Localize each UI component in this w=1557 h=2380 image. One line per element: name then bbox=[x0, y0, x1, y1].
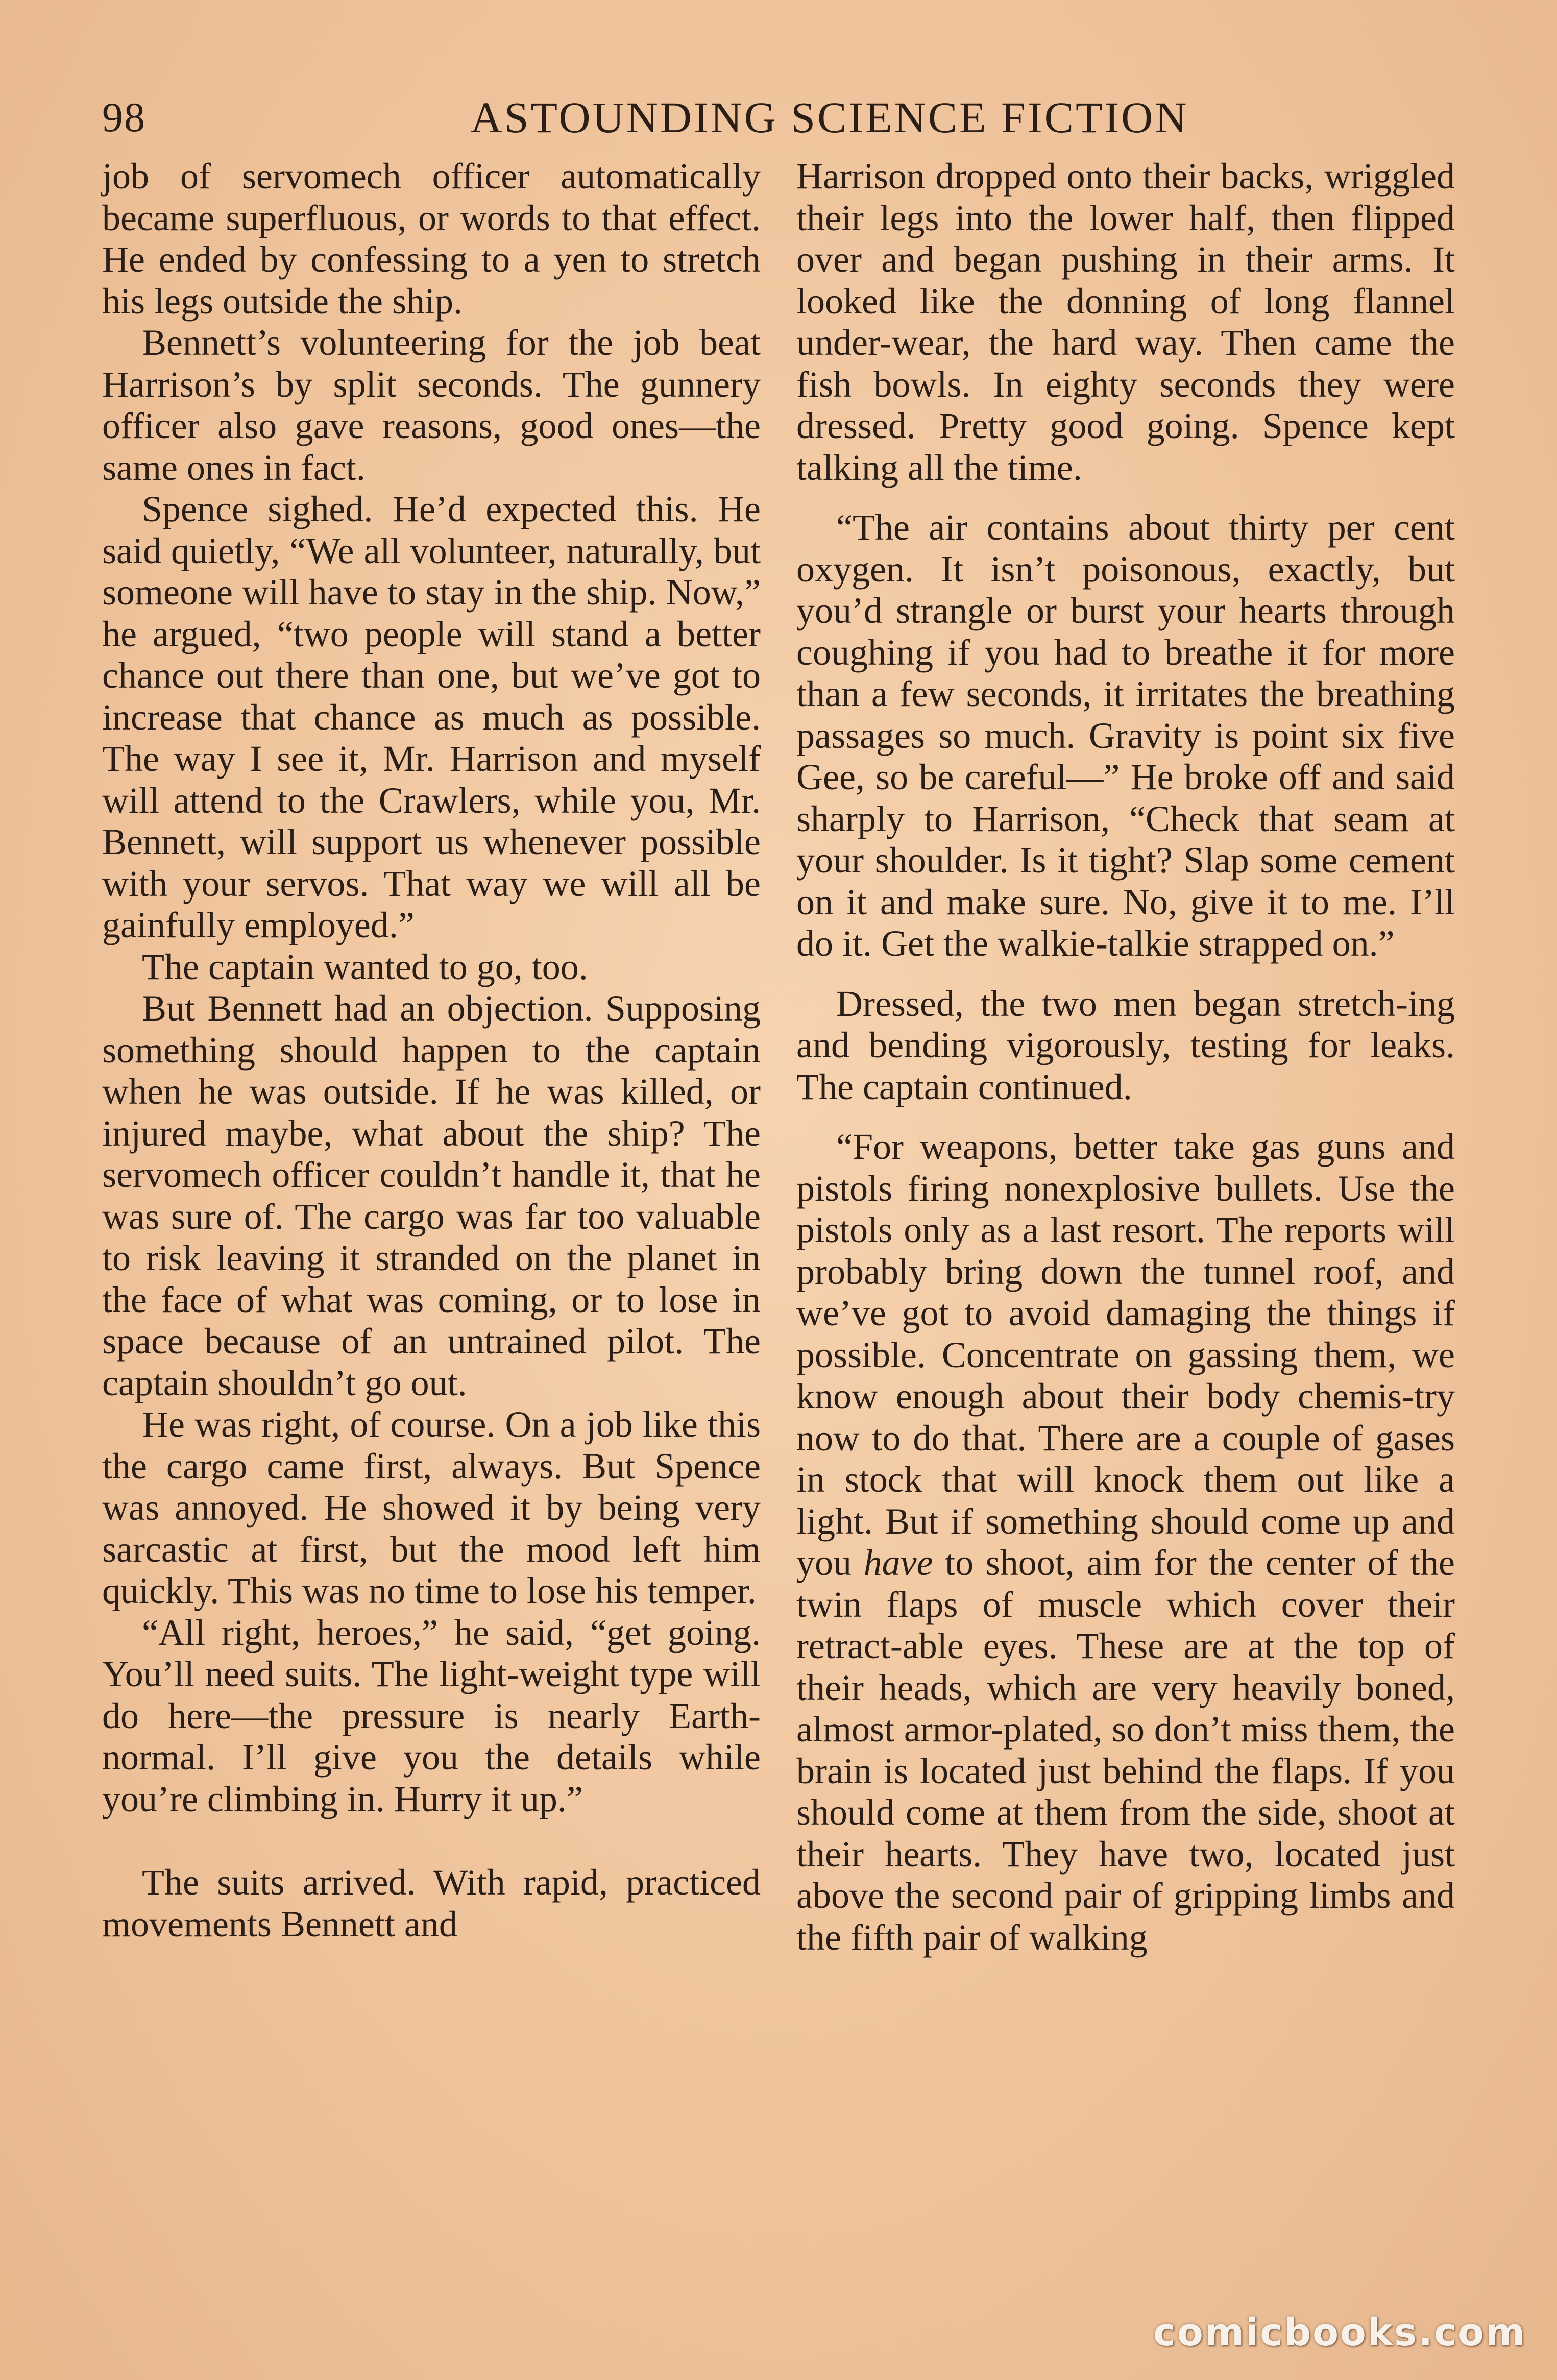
paragraph: The suits arrived. With rapid, practiced movements Bennett and bbox=[102, 1862, 761, 1945]
paragraph: Spence sighed. He’d expected this. He said quietly, “We all volunteer, naturally, but someone will have to stay in the ship. Now,” he argued, “two people will stand a better chance out there than one, but we’ve got to increase that chance as much as possible. The way I see it, Mr. Harrison and myself will attend to the Crawlers, while you, Mr. Bennett, will support us whenever possible with your servos. That way we will all be gainfully employed.” bbox=[102, 489, 761, 945]
paragraph: But Bennett had an objection. Supposing something should happen to the captain when he was outside. If he was killed, or injured maybe, what about the ship? The servomech officer couldn’t handle it, that he was sure of. The cargo was far too valuable to risk leaving it stranded on the planet in the face of what was coming, or to lose in space because of an untrained pilot. The captain shouldn’t go out. bbox=[102, 988, 761, 1403]
paragraph: “All right, heroes,” he said, “get going. You’ll need suits. The light-weight type will do here—the pressure is nearly Earth-normal. I’ll give you the details while you’re climbing in. Hurry it up.” bbox=[102, 1612, 761, 1819]
paragraph: Harrison dropped onto their backs, wriggled their legs into the lower half, then flipped over and began pushing in their arms. It looked like the donning of long flannel under-wear, the hard way. Then came the fish bowls. In eighty seconds they were dressed. Pretty good going. Spence kept talking all the time. bbox=[796, 156, 1455, 488]
paragraph: Dressed, the two men began stretch-ing and bending vigorously, testing for leaks. The captain continued. bbox=[796, 983, 1455, 1107]
page-number: 98 bbox=[102, 94, 146, 140]
paragraph: “The air contains about thirty per cent oxygen. It isn’t poisonous, exactly, but you’d strangle or burst your hearts through coughing if you had to breathe it for more than a few seconds, it irritates the breathing passages so much. Gravity is point six five Gee, so be careful—” He broke off and said sharply to Harrison, “Check that seam at your shoulder. Is it tight? Slap some cement on it and make sure. No, give it to me. I’ll do it. Get the walkie-talkie strapped on.” bbox=[796, 507, 1455, 964]
source-watermark: comicbooks.com bbox=[1153, 2311, 1526, 2354]
paragraph bbox=[796, 1126, 1455, 1958]
right-column bbox=[796, 156, 1455, 1958]
running-title: ASTOUNDING SCIENCE FICTION bbox=[470, 93, 1189, 142]
paragraph: Bennett’s volunteering for the job beat Harrison’s by split seconds. The gunnery officer also gave reasons, good ones—the same ones in fact. bbox=[102, 322, 761, 488]
paragraph-text: “For weapons, better take gas guns and pistols firing nonexplosive bullets. Use the pistols only as a last resort. The reports will probably bring down the tunnel roof, and we’ve got to avoid damaging the things if possible. Concentrate on gassing them, we know enough about their body chemis-try now to do that. There are a couple of gases in stock that will knock them out like a light. But if something should come up and you bbox=[796, 1126, 1455, 1583]
page-header bbox=[102, 87, 1455, 148]
paragraph: job of servomech officer automatically became superfluous, or words to that effect. He ended by confessing to a yen to stretch his legs outside the ship. bbox=[102, 156, 761, 322]
left-column bbox=[102, 156, 761, 1945]
paragraph: The captain wanted to go, too. bbox=[142, 946, 588, 987]
paragraph-text: to shoot, aim for the center of the twin flaps of muscle which cover their retract-able eyes. These are at the top of their heads, which are very heavily boned, almost armor-plated, so don’t miss them, the brain is located just behind the flaps. If you should come at them from the side, shoot at their hearts. They have two, located just above the second pair of gripping limbs and the fifth pair of walking bbox=[796, 1542, 1455, 1958]
emphasized-word: have bbox=[863, 1542, 933, 1583]
paragraph: He was right, of course. On a job like this the cargo came first, always. But Spence was annoyed. He showed it by being very sarcastic at first, but the mood left him quickly. This was no time to lose his temper. bbox=[102, 1404, 761, 1611]
